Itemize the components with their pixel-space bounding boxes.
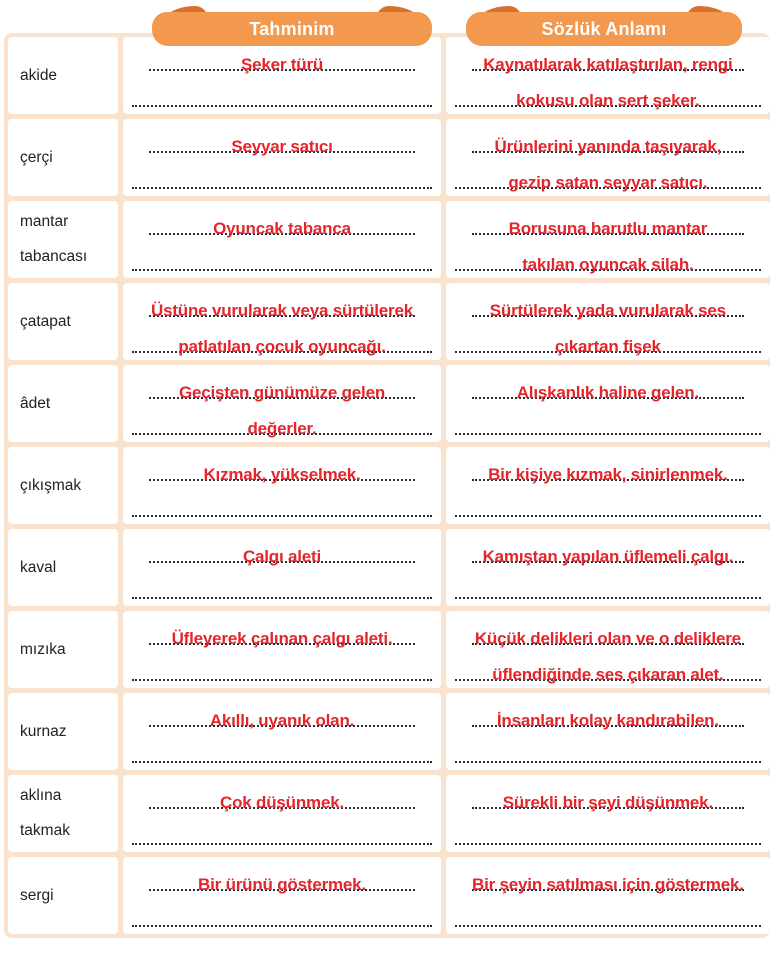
answer-text: Alışkanlık haline gelen. xyxy=(516,383,699,402)
tahminim-cell xyxy=(123,857,441,934)
answer-line[interactable] xyxy=(149,782,415,812)
tahminim-header-label: Tahminim xyxy=(152,12,432,46)
answer-text: Akıllı, uyanık olan. xyxy=(209,711,355,730)
word-cell-akide xyxy=(8,37,118,114)
answer-line[interactable] xyxy=(149,618,415,648)
word-label: aklına xyxy=(20,787,62,804)
answer-line[interactable] xyxy=(149,536,415,566)
answer-text: Üstüne vurularak veya sürtülerek xyxy=(151,301,413,320)
word-label: mantar xyxy=(20,213,69,230)
answer-text: Sürtülerek yada vurularak ses xyxy=(489,301,726,320)
answer-text: patlatılan çocuk oyuncağı. xyxy=(178,337,386,356)
answer-text: Seyyar satıcı xyxy=(231,137,333,156)
answer-line[interactable] xyxy=(132,654,432,681)
answer-line[interactable] xyxy=(149,454,415,484)
answer-line[interactable] xyxy=(472,372,744,402)
answer-line[interactable] xyxy=(455,244,761,274)
tahminim-column-header xyxy=(152,6,432,46)
tahminim-cell xyxy=(123,529,441,606)
answer-text: Küçük delikleri olan ve o deliklere xyxy=(474,629,741,648)
answer-line[interactable] xyxy=(455,326,761,356)
sozluk-header-label: Sözlük Anlamı xyxy=(466,12,742,46)
answer-line[interactable] xyxy=(149,208,415,238)
word-label: kurnaz xyxy=(20,722,67,740)
answer-text: Bir kişiye kızmak, sinirlenmek. xyxy=(488,465,728,484)
answer-text: gezip satan seyyar satıcı. xyxy=(508,173,708,192)
answer-line[interactable] xyxy=(132,162,432,189)
word-cell-catapat xyxy=(8,283,118,360)
answer-text: Oyuncak tabanca xyxy=(213,219,351,238)
tahminim-cell xyxy=(123,37,441,114)
answer-line[interactable] xyxy=(455,490,761,517)
word-cell-cerci xyxy=(8,119,118,196)
answer-text: Üfleyerek çalınan çalgı aleti. xyxy=(171,629,393,648)
answer-text: kokusu olan sert şeker. xyxy=(516,91,700,110)
answer-text: Sürekli bir şeyi düşünmek. xyxy=(502,793,713,812)
tahminim-cell xyxy=(123,775,441,852)
answer-line[interactable] xyxy=(149,44,415,74)
answer-text: Kızmak, yükselmek. xyxy=(203,465,361,484)
answer-text: Kaynatılarak katılaştırılan, rengi xyxy=(483,55,733,74)
answer-line[interactable] xyxy=(455,654,761,684)
answer-text: Bir ürünü göstermek. xyxy=(198,875,366,894)
word-label: çerçi xyxy=(20,148,53,166)
tahminim-cell xyxy=(123,365,441,442)
answer-line[interactable] xyxy=(455,408,761,435)
answer-text: Kamıştan yapılan üflemeli çalgı. xyxy=(482,547,734,566)
answer-line[interactable] xyxy=(472,782,744,812)
answer-text: takılan oyuncak silah. xyxy=(522,255,694,274)
sozluk-cell xyxy=(446,365,770,442)
word-cell-kurnaz xyxy=(8,693,118,770)
answer-line[interactable] xyxy=(455,736,761,763)
answer-line[interactable] xyxy=(132,80,432,107)
sozluk-cell xyxy=(446,611,770,688)
answer-text: Bir şeyin satılması için göstermek. xyxy=(472,875,744,894)
sozluk-cell xyxy=(446,693,770,770)
answer-line[interactable] xyxy=(472,126,744,156)
answer-line[interactable] xyxy=(149,290,415,320)
answer-line[interactable] xyxy=(455,162,761,192)
answer-text: Çok düşünmek. xyxy=(220,793,344,812)
answer-line[interactable] xyxy=(132,900,432,927)
word-cell-adet xyxy=(8,365,118,442)
answer-line[interactable] xyxy=(132,326,432,356)
answer-line[interactable] xyxy=(149,126,415,156)
word-label: tabancası xyxy=(20,248,88,265)
sozluk-anlami-column-header xyxy=(466,6,742,46)
sozluk-cell xyxy=(446,283,770,360)
answer-text: Geçişten günümüze gelen xyxy=(178,383,386,402)
tahminim-cell xyxy=(123,693,441,770)
answer-text: Çalgı aleti xyxy=(242,547,322,566)
tahminim-cell xyxy=(123,119,441,196)
sozluk-cell xyxy=(446,201,770,278)
answer-line[interactable] xyxy=(132,490,432,517)
answer-line[interactable] xyxy=(472,44,744,74)
tahminim-cell xyxy=(123,611,441,688)
answer-line[interactable] xyxy=(472,208,744,238)
answer-line[interactable] xyxy=(472,536,744,566)
word-label: mızıka xyxy=(20,640,66,658)
word-label: âdet xyxy=(20,394,51,412)
sozluk-cell xyxy=(446,529,770,606)
answer-line[interactable] xyxy=(149,700,415,730)
word-cell-cikismak xyxy=(8,447,118,524)
answer-line[interactable] xyxy=(149,372,415,402)
answer-line[interactable] xyxy=(149,864,415,894)
tahminim-cell xyxy=(123,201,441,278)
tahminim-cell xyxy=(123,283,441,360)
tahminim-cell xyxy=(123,447,441,524)
answer-text: Borusuna barutlu mantar xyxy=(508,219,708,238)
answer-line[interactable] xyxy=(472,290,744,320)
word-cell-mantar-tabancasi xyxy=(8,201,118,278)
vocabulary-table xyxy=(4,33,770,938)
word-label: sergi xyxy=(20,886,54,904)
word-label: çıkışmak xyxy=(20,476,82,494)
word-cell-kaval xyxy=(8,529,118,606)
answer-line[interactable] xyxy=(455,80,761,110)
word-label: akide xyxy=(20,66,58,84)
answer-line[interactable] xyxy=(472,700,744,730)
word-cell-sergi xyxy=(8,857,118,934)
word-cell-mizika xyxy=(8,611,118,688)
answer-text: Şeker türü xyxy=(240,55,324,74)
answer-text: üflendiğinde ses çıkaran alet. xyxy=(492,665,724,684)
answer-text: değerler. xyxy=(247,419,317,438)
answer-line[interactable] xyxy=(132,736,432,763)
sozluk-cell xyxy=(446,119,770,196)
word-label: takmak xyxy=(20,822,70,839)
answer-line[interactable] xyxy=(455,818,761,845)
sozluk-cell xyxy=(446,775,770,852)
word-label: kaval xyxy=(20,558,57,576)
answer-line[interactable] xyxy=(132,408,432,438)
answer-line[interactable] xyxy=(472,454,744,484)
sozluk-cell xyxy=(446,447,770,524)
word-label: çatapat xyxy=(20,312,71,330)
sozluk-cell xyxy=(446,857,770,934)
answer-line[interactable] xyxy=(132,572,432,599)
answer-line[interactable] xyxy=(472,864,744,894)
answer-line[interactable] xyxy=(455,572,761,599)
answer-line[interactable] xyxy=(455,900,761,927)
word-cell-aklina-takmak xyxy=(8,775,118,852)
answer-line[interactable] xyxy=(472,618,744,648)
answer-text: çıkartan fişek xyxy=(554,337,661,356)
sozluk-cell xyxy=(446,37,770,114)
answer-text: İnsanları kolay kandırabilen. xyxy=(496,711,719,730)
answer-text: Ürünlerini yanında taşıyarak, xyxy=(494,137,722,156)
answer-line[interactable] xyxy=(132,818,432,845)
answer-line[interactable] xyxy=(132,244,432,271)
